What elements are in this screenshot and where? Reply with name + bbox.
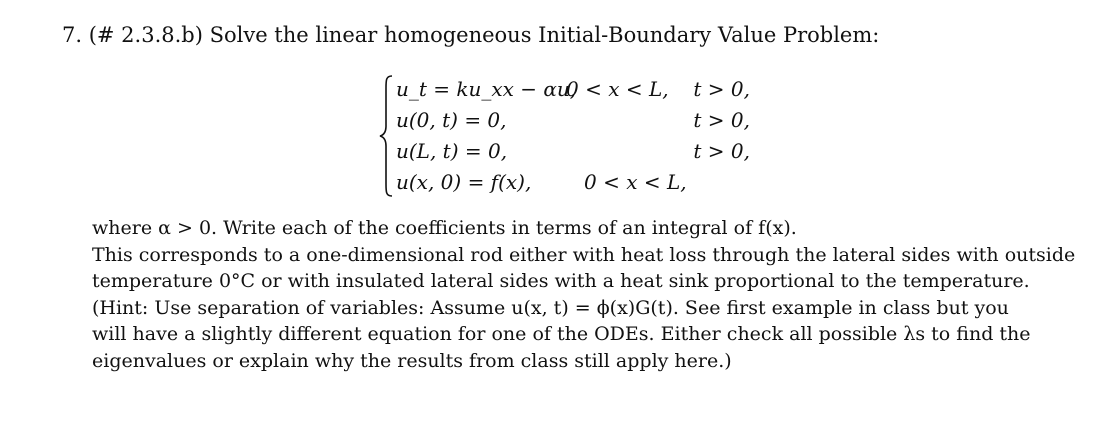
equation-time-condition: t > 0, bbox=[693, 108, 750, 132]
equation-row-right-boundary bbox=[396, 136, 758, 166]
problem-header: 7. (# 2.3.8.b) Solve the linear homogeneous Initial-Boundary Value Problem: bbox=[62, 23, 880, 47]
left-brace bbox=[378, 74, 394, 198]
equation-lhs: u(L, t) = 0, bbox=[396, 139, 508, 163]
body-line: where α > 0. Write each of the coefficients in terms of an integral of f(x). bbox=[92, 217, 797, 239]
equation-time-condition: t > 0, bbox=[693, 139, 750, 163]
body-line: This corresponds to a one-dimensional rod either with heat loss through the lateral sides with outside bbox=[92, 243, 1076, 266]
equation-system bbox=[378, 74, 758, 198]
equation-domain: 0 < x < L, bbox=[584, 170, 687, 194]
equation-lhs: u(x, 0) = f(x), bbox=[396, 170, 532, 194]
equation-lhs: u(0, t) = 0, bbox=[396, 108, 507, 132]
body-line: temperature 0°C or with insulated lateral sides with a heat sink proportional to the temperature. bbox=[92, 270, 1030, 292]
body-line: will have a slightly different equation for one of the ODEs. Either check all possible λs to find the bbox=[92, 323, 1031, 345]
body-line: eigenvalues or explain why the results from class still apply here.) bbox=[92, 349, 732, 372]
equation-domain: 0 < x < L, bbox=[566, 77, 669, 101]
equation-lhs: u_t = ku_xx − αu, bbox=[396, 77, 577, 101]
equation-row-pde bbox=[396, 74, 758, 104]
problem-body bbox=[92, 215, 1076, 374]
equation-row-left-boundary bbox=[396, 105, 758, 135]
equation-time-condition: t > 0, bbox=[693, 77, 750, 101]
equation-row-initial-condition bbox=[396, 167, 758, 197]
body-line: (Hint: Use separation of variables: Assume u(x, t) = ϕ(x)G(t). See first example in class but you bbox=[92, 296, 1009, 319]
